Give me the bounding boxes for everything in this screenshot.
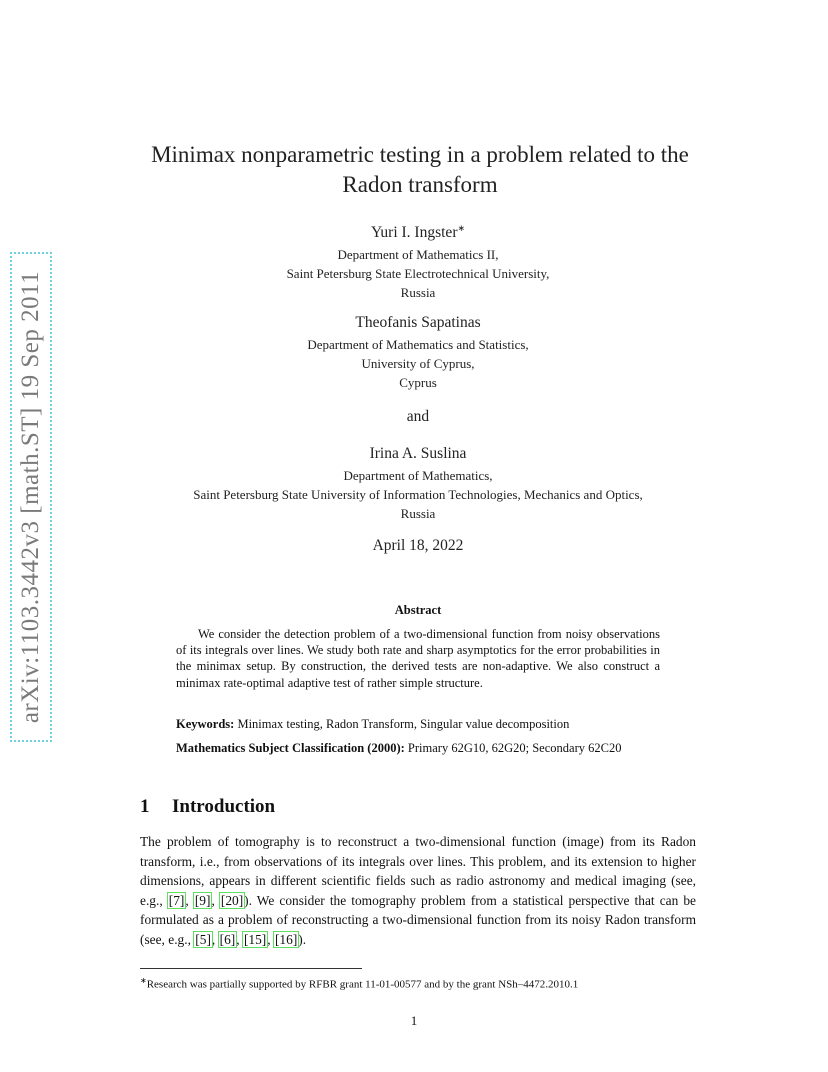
affiliation-line: Department of Mathematics and Statistics, bbox=[307, 337, 529, 352]
author-block-3 bbox=[140, 444, 696, 523]
msc-classification bbox=[176, 740, 660, 756]
author-name: Irina A. Suslina bbox=[369, 445, 467, 462]
arxiv-stamp bbox=[10, 252, 52, 742]
citation-link[interactable]: [15] bbox=[243, 931, 267, 947]
keywords bbox=[176, 716, 660, 732]
author-name: Yuri I. Ingster∗ bbox=[370, 223, 466, 242]
footnote-text: Research was partially supported by RFBR grant 11-01-00577 and by the grant NSh–4472.2010.1 bbox=[146, 978, 579, 991]
author-block-2 bbox=[140, 313, 696, 392]
msc-value: Primary 62G10, 62G20; Secondary 62C20 bbox=[407, 741, 622, 755]
abstract-text: We consider the detection problem of a two-dimensional function from noisy observations of its integrals over lines. We study both rate and sharp asymptotics for the error probabilities in the minimax setup. By construction, the derived tests are non-adaptive. We also construct a minimax rate-optimal adaptive test of rather simple structure. bbox=[176, 627, 660, 690]
citation-link[interactable]: [9] bbox=[194, 892, 211, 908]
keywords-value: Minimax testing, Radon Transform, Singular value decomposition bbox=[237, 717, 570, 731]
section-title: Introduction bbox=[172, 796, 276, 817]
paper-date: April 18, 2022 bbox=[372, 537, 464, 554]
footnote-divider bbox=[140, 968, 362, 969]
author-name: Theofanis Sapatinas bbox=[355, 314, 481, 331]
intro-paragraph: The problem of tomography is to reconstruct a two-dimensional function (image) from its Radon transform, i.e., from observations of its integrals over lines. This problem, and its extension to higher dimensions, appears in different scientific fields such as radio astronomy and medical imaging (see, e.g., [7], [9], [20]). We consider the tomography problem from a statistical perspective that can be formulated as a problem of reconstructing a two-dimensional function from its noisy Radon transform (see, e.g., [5], [6], [15], [16]). bbox=[140, 834, 696, 947]
affiliation-line: Department of Mathematics II, bbox=[337, 247, 499, 263]
affiliation-line: Cyprus bbox=[399, 375, 437, 390]
msc-label: Mathematics Subject Classification (2000): bbox=[176, 741, 405, 755]
arxiv-stamp-text: arXiv:1103.3442v3 [math.ST] 19 Sep 2011 bbox=[17, 270, 45, 724]
keywords-label: Keywords: bbox=[176, 717, 235, 731]
citation-link[interactable]: [6] bbox=[219, 931, 236, 947]
citation-link[interactable]: [7] bbox=[168, 892, 185, 908]
affiliation-line: Saint Petersburg State University of Information Technologies, Mechanics and Optics, bbox=[193, 487, 643, 502]
abstract-heading: Abstract bbox=[394, 603, 442, 617]
affiliation-line: Department of Mathematics, bbox=[343, 468, 493, 483]
and-separator: and bbox=[406, 408, 430, 425]
footnote-mark: ∗ bbox=[457, 223, 466, 233]
section-heading bbox=[140, 796, 275, 818]
citation-link[interactable]: [20] bbox=[220, 892, 244, 908]
author-block-1 bbox=[140, 218, 696, 302]
footnote bbox=[140, 974, 696, 992]
citation-link[interactable]: [5] bbox=[195, 931, 211, 947]
affiliation-line: Saint Petersburg State Electrotechnical University, bbox=[286, 266, 550, 282]
citation-link[interactable]: [16] bbox=[274, 931, 298, 947]
footnote-mark: ∗ bbox=[140, 976, 147, 985]
page-number: 1 bbox=[410, 1013, 418, 1028]
section-number: 1 bbox=[140, 796, 150, 817]
affiliation-line: Russia bbox=[400, 285, 436, 301]
affiliation-line: Russia bbox=[400, 506, 436, 521]
title-line-1: Minimax nonparametric testing in a problem related to the bbox=[151, 142, 689, 167]
paper-title bbox=[130, 140, 710, 200]
affiliation-line: University of Cyprus, bbox=[361, 356, 475, 371]
title-line-2: Radon transform bbox=[342, 172, 498, 197]
